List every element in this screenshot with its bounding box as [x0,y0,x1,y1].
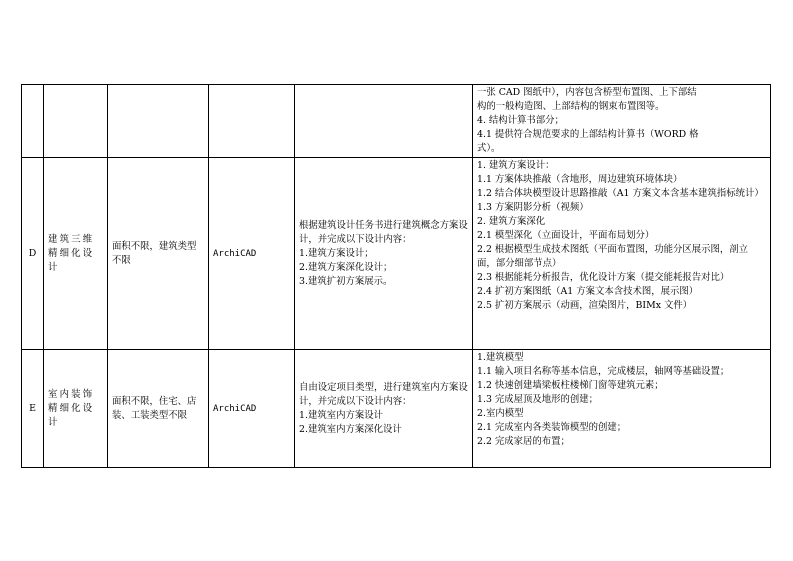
details-cell [473,85,771,158]
detail-line: 2.1 完成室内各类装饰模型的创建； [477,422,627,433]
detail-line: 4.1 提供符合规范要求的上部结构计算书（WORD 格 [477,129,699,140]
detail-line: 1.2 快速创建墙梁板柱楼梯门窗等建筑元素； [477,380,664,391]
project-name-cell: 建筑三维精细化设计 [44,158,108,350]
detail-line: 2.2 根据模型生成技术图纸（平面布置图，功能分区展示图，剖立面，部分细部节点） [477,244,749,269]
project-name-cell [44,85,108,158]
detail-line: 2.2 完成家居的布置； [477,436,570,447]
scope-cell [108,85,209,158]
detail-line: 2.室内模型 [477,408,524,419]
task-line: 2.建筑方案深化设计； [299,261,393,273]
task-line: 3.建筑扩初方案展示。 [299,275,393,287]
detail-line: 一张 CAD 图纸中），内容包含桥型布置图、上下部结 [477,87,697,98]
detail-line: 1.1 方案体块推敲（含地形，周边建筑环境体块） [477,174,683,185]
row-letter-cell [22,85,44,158]
task-cell [295,158,473,350]
task-line: 自由设定项目类型，进行建筑室内方案设计，并完成以下设计内容： [299,381,468,407]
detail-line: 2.4 扩初方案图纸（A1 方案文本含技术图，展示图） [477,286,699,297]
scope-cell: 面积不限，住宅、店装、工装类型不限 [108,350,209,468]
table-row [22,158,771,350]
project-name-cell: 室内装饰精细化设计 [44,350,108,468]
task-line: 1.建筑方案设计； [299,247,374,259]
detail-line: 1.3 完成屋顶及地形的创建； [477,394,599,405]
task-cell [295,85,473,158]
software-cell: ArchiCAD [209,158,295,350]
task-line: 根据建筑设计任务书进行建筑概念方案设计，并完成以下设计内容： [299,219,468,245]
details-cell [473,350,771,468]
task-cell [295,350,473,468]
details-cell [473,158,771,350]
scope-cell: 面积不限，建筑类型不限 [108,158,209,350]
detail-line: 1. 建筑方案设计： [477,160,555,171]
task-line: 2.建筑室内方案深化设计 [299,423,402,435]
table-row [22,350,771,468]
table-row [22,85,771,158]
requirements-table [21,84,771,468]
detail-line: 构的一般构造图、上部结构的钢束布置图等。 [477,101,665,112]
detail-line: 1.1 输入项目名称等基本信息，完成楼层，轴网等基础设置； [477,366,730,377]
row-letter-cell: E [22,350,44,468]
software-cell: ArchiCAD [209,350,295,468]
detail-line: 2.1 模型深化（立面设计，平面布局划分） [477,230,655,241]
detail-line: 式）。 [477,143,501,154]
row-letter-cell: D [22,158,44,350]
task-line: 1.建筑室内方案设计 [299,409,383,421]
detail-line: 2.5 扩初方案展示（动画，渲染图片，BIMx 文件） [477,300,693,311]
detail-line: 2.3 根据能耗分析报告，优化设计方案（提交能耗报告对比） [477,272,730,283]
detail-line: 4. 结构计算书部分； [477,115,564,126]
detail-line: 1.2 结合体块模型设计思路推敲（A1 方案文本含基本建筑指标统计） [477,188,764,199]
software-cell [209,85,295,158]
detail-line: 2. 建筑方案深化 [477,216,546,227]
detail-line: 1.3 方案阴影分析（视频） [477,202,589,213]
detail-line: 1.建筑模型 [477,352,524,363]
